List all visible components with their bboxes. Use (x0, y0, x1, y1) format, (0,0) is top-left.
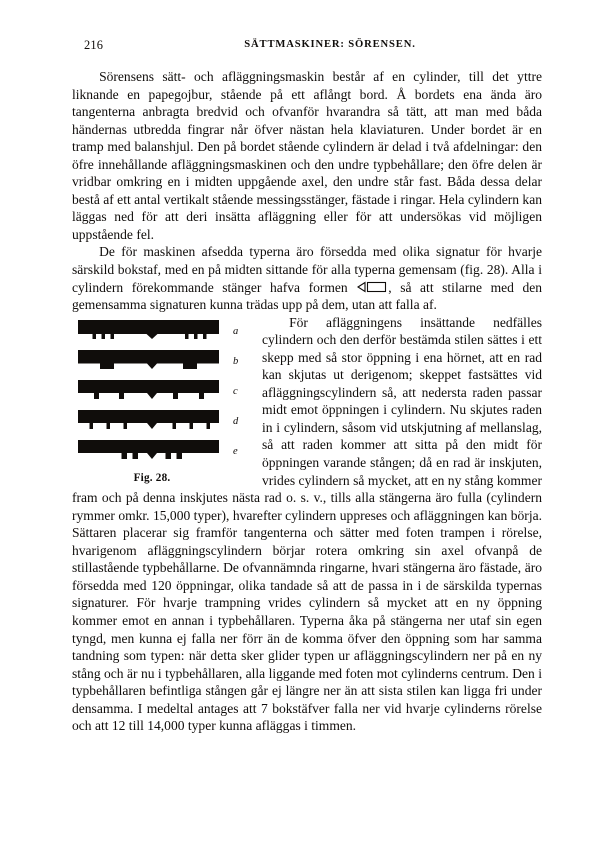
type-bar-d-icon (78, 405, 226, 435)
type-bar-a-icon (78, 315, 226, 345)
figure-row-a (78, 315, 250, 345)
running-title: SÄTTMASKINER: SÖRENSEN. (244, 39, 416, 50)
figure-label-a: a (233, 326, 239, 338)
figure-row-b (78, 345, 250, 375)
figure-label-e: e (233, 446, 238, 458)
figure-row-e (78, 435, 250, 465)
paragraph-1: Sörensens sätt- och afläggningsmaskin består af en cylinder, till det yttre liknande en papegojbur, stående på ett aflångt bord. Å bordets ena ända äro tangenterna anbragta bredvid och ofvanför hvarandra så tätt, att man med båda händernas utbredda fingrar når öfver nästan hela klaviaturen. Under bordet är en tramp med balanshjul. Den på bordet stående cylindern är delad i två afdelningar: den öfre innehållande afläggningsmaskinen och den undre typbehållare; den öfre delen är vridbar omkring en i midten uppgående axel, den undre står fast. Båda dessa delar bestå af ett antal vertikalt stående messingsstänger, fästade i ringar. Hela cylindern kan läggas ned för att deri insätta afläggning eller för att undersökas vid möjligen uppstående fel. (72, 69, 542, 242)
figure-label-c: c (233, 386, 238, 398)
figure-row-d (78, 405, 250, 435)
paragraph-2 (72, 243, 542, 313)
page-number: 216 (84, 38, 104, 52)
paragraph-2-part-2: , så att stilarne med den gemensamma signaturen kunna trädas upp på dem, utan att falla af. (72, 279, 543, 313)
paragraph-2-part-1: De för maskinen afsedda typerna äro försedda med olika signatur för hvarje särskild bokstaf, med en på midten sittande för alla typerna gemensam (fig. 28). Alla i cylindern förekommande stänger hafva formen (72, 244, 542, 295)
running-head (72, 38, 542, 68)
type-bar-c-icon (78, 375, 226, 405)
paragraph-3: För afläggningens insättande nedfälles cylindern och den derför bestämda stilen sättes i ett skepp med så stor öppning i ena hörnet, att en rad kan skjutas ut derigenom; skeppet fastsättes vid afläggningscylindern så, att nedersta raden passar midt emot öppningen i cylindern. Nu skjutes raden in i cylindern, såsom vid utskjutning af mellanslag, så att raden kommer att sitta på den midt för öppningen varande stången; då en rad är inskjuten, vrides cylindern så mycket, att en ny stång kommer fram och på denna inskjutes nästa rad o. s. v., tills alla stängerna äro fulla (cylindern rymmer omkr. 15,000 typer), hvarefter cylindern uppreses och afläggningen kan börja. Sättaren placerar sig framför tangenterna och sätter med foten trampen i rörelse, hvarigenom afläggningscylindern börjar rotera omkring sin axel ofvanpå de stillastående typbehållarne. De ofvannämnda ringarne, hvari stängerna äro fästade, äro försedda med 120 öppningar, olika tandade så att de passa in i de särskilda typernas signaturer. För hvarje trampning vrides cylindern så mycket att en ny öppning kommer emot en annan i typbehållaren. Typerna åka på stängerna ner utaf sin egen tyngd, men kunna ej falla ner förr än de komma öfver den öppning som har samma tandning som typen: när detta sker glider typen ur afläggningscylindern ner på en ny stång och är nu i typbehållaren, alla liggande med foten mot cylinderns centrum. Den i typbehållaren befintliga stången går ej längre ner än att sista stilen kan ligga fri under densamma. I medeltal antages att 7 bokstäfver falla ner vid hvarje cylinderns rörelse och att 12 till 14,000 typer kunna afläggas i timmen. (72, 314, 542, 734)
type-bar-e-icon (78, 435, 226, 465)
figure-row-c (78, 375, 250, 405)
figure-28 (78, 315, 250, 488)
figure-caption: Fig. 28. (133, 471, 171, 484)
figure-bar-rows (78, 315, 250, 465)
type-bar-b-icon (78, 345, 226, 375)
figure-label-d: d (233, 416, 239, 428)
type-bar-shape-icon (357, 281, 387, 293)
figure-label-b: b (233, 356, 239, 368)
body-text (72, 68, 542, 735)
